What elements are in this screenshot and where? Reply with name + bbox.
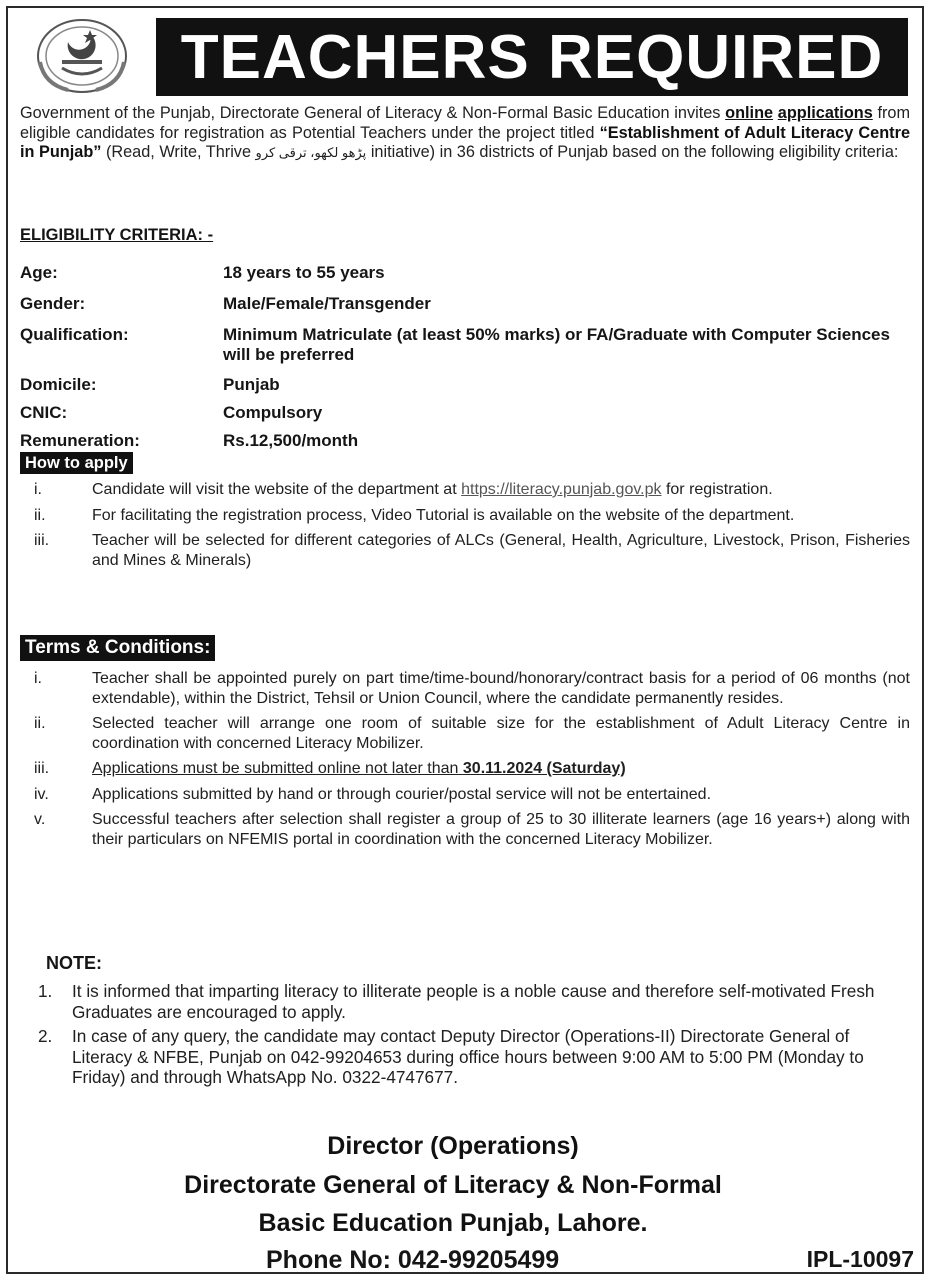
criteria-label: Domicile: [20,375,97,394]
project-title: “Establishment of Adult Literacy Centre in Punjab” [20,123,911,161]
list-item [38,1026,914,1088]
website-link[interactable]: https://literacy.punjab.gov.pk [461,481,662,498]
criteria-label: Gender: [20,294,86,313]
list-number: 2. [38,1026,53,1046]
deadline-date: 30.11.2024 (Saturday) [462,760,626,777]
list-number: ii. [34,506,46,524]
list-item [20,714,910,753]
signature-title: Director (Operations) [327,1132,579,1160]
list-item [20,480,910,500]
list-text: for registration. [665,481,773,498]
how-to-apply-heading: How to apply [20,452,133,474]
criteria-value: Punjab [223,375,280,394]
list-text: For facilitating the registration process, Video Tutorial is available on the website of the department. [92,506,795,524]
criteria-label: Age: [20,263,58,282]
list-text: Successful teachers after selection shall register a group of 25 to 30 illiterate learners (age 16 years+) along with their particulars on NFEMIS portal in coordination with the concerned Literacy Mobilizer. [92,811,910,848]
page-title: TEACHERS REQUIRED [156,18,908,96]
online-keyword: online [725,104,774,122]
list-text: Teacher will be selected for different categories of ALCs (General, Health, Agriculture, Livestock, Prison, Fisheries and Mines & Minerals) [92,532,910,569]
list-number: i. [34,481,42,498]
terms-list [20,669,910,855]
office-phone: Phone No: 042-99205499 [266,1246,560,1274]
signature-address: Basic Education Punjab, Lahore. [258,1209,648,1237]
punjab-government-logo-icon [28,14,136,96]
list-text: In case of any query, the candidate may contact Deputy Director (Operations-II) Directorate General of Literacy & NFBE, Punjab on 042-99204653 during office hours between 9:00 AM to 5:00 PM (Monday to Friday) and through WhatsApp No. 0322-4747677. [72,1026,864,1087]
how-to-apply-list [20,480,910,576]
list-number: iii. [34,532,50,549]
list-item [20,669,910,708]
list-text: Teacher shall be appointed purely on part time/time-bound/honorary/contract basis for a period of 06 months (not extendable), within the District, Tehsil or Union Council, where the candidate permanently resides. [92,670,910,707]
criteria-label: Qualification: [20,325,129,344]
intro-text: initiative) in 36 districts of Punjab based on the following eligibility criteria: [370,143,899,161]
terms-heading: Terms & Conditions: [20,635,215,661]
intro-text: Government of the Punjab, Directorate General of Literacy & Non-Formal Basic Education invites [20,104,721,122]
intro-text: (Read, Write, Thrive [105,143,252,161]
list-number: iii. [34,760,50,777]
criteria-value: 18 years to 55 years [223,263,385,282]
list-number: iv. [34,785,49,803]
list-item [20,506,910,526]
list-text: Candidate will visit the website of the department at [92,481,457,498]
applications-keyword: applications [777,104,873,122]
ad-reference-number: IPL-10097 [806,1246,914,1272]
criteria-value: Male/Female/Transgender [223,294,431,313]
criteria-value: Minimum Matriculate (at least 50% marks) or FA/Graduate with Computer Sciences will be preferred [223,325,890,364]
note-heading: NOTE: [46,953,102,973]
list-item [20,785,910,805]
criteria-label: CNIC: [20,403,68,422]
list-item [20,759,910,779]
list-item [38,981,914,1022]
criteria-value: Rs.12,500/month [223,431,359,450]
list-number: 1. [38,981,53,1001]
signature-office: Directorate General of Literacy & Non-Formal [184,1171,722,1199]
list-item [20,531,910,570]
intro-paragraph [20,104,910,163]
list-item [20,810,910,849]
list-number: v. [34,811,46,828]
intro-text: from eligible candidates for registration as Potential Teachers under the project titled [20,104,911,142]
urdu-slogan: پڑھو لکھو، ترقی کرو [255,145,367,160]
list-number: ii. [34,715,46,732]
advertisement-page [6,6,924,1274]
criteria-label: Remuneration: [20,431,140,450]
eligibility-heading: ELIGIBILITY CRITERIA: - [20,226,214,244]
list-text: Applications submitted by hand or through courier/postal service will not be entertained. [92,785,712,803]
deadline-text: Applications must be submitted online not later than [92,760,459,777]
list-text: Selected teacher will arrange one room of suitable size for the establishment of Adult Literacy Centre in coordination with concerned Literacy Mobilizer. [92,715,910,752]
list-text: It is informed that imparting literacy to illiterate people is a noble cause and therefore self-motivated Fresh Graduates are encouraged to apply. [72,981,875,1022]
list-number: i. [34,670,42,687]
criteria-value: Compulsory [223,403,323,422]
notes-list [38,981,914,1092]
